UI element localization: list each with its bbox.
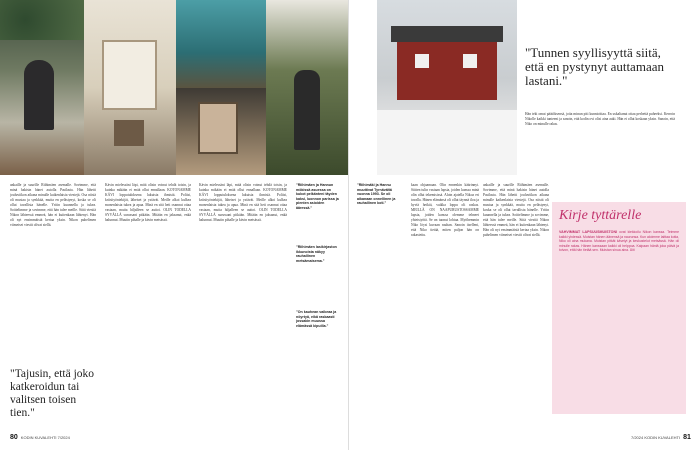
photo-portrait-frame — [176, 88, 266, 175]
right-page-number: 81 — [683, 434, 691, 441]
right-body-col-2: ankaille ja suurille Riihimäen asemalle. Sovimme, että minä hakisin hänet autolla Pasilasta. Hän lähetti jouluviikon aikana minulle kaikenlaisia viestejä. Osa niistä oli mustaa ja synkkää, mutta en pelästynyt, koska se oli ollut tavallista hänelle. Yritin kuunnella ja tukea. Soittelimme ja sovimme, että hän tulee meille. Siitä viestiä Nikon lähteessä emmeä, hän ei kuitenkaan lähtenyt. Hän oli nyt ensimmäistä kertaa yksin. Nikon puhelimen viimeiset viestit olivat siellä. — [483, 183, 549, 237]
left-body-col-1: ankaille ja suurille Riihimäen asemalle. Sovimme, että minä hakisin hänet autolla Pasilasta. Hän lähetti jouluviikon aikana minulle kaikenlaisia viestejä. Osa niistä oli mustaa ja synkkää, mutta en pelästynyt, koska se oli ollut tavallista hänelle. Yritin kuunnella ja tukea. Soittelimme ja sovimme, että hän tulee meille. Siitä viestiä Nikon lähteessä emmeä, hän ei kuitenkaan lähtenyt. Hän oli nyt ensimmäistä kertaa yksin. Nikon puhelimen viimeiset viestit olivat siellä. — [10, 183, 96, 227]
house-window — [463, 54, 477, 68]
man-silhouette — [294, 70, 320, 150]
house-wall — [397, 40, 497, 100]
framed-portrait — [102, 40, 157, 110]
pull-quote-left: "Tajusin, että joko katkeroidun tai valitsen toisen tien." — [10, 368, 95, 419]
left-page-number: 80 — [10, 434, 18, 441]
photo-forest-man — [266, 0, 348, 175]
pull-quote-right: "Tunnen syyllisyyttä siitä, että en pystynyt auttamaan lastani." — [525, 45, 664, 88]
right-folio — [631, 434, 691, 441]
snow-yard — [377, 110, 517, 175]
right-folio-label: 7/2024 KODIN KUVALEHTI — [631, 435, 681, 440]
left-body-col-3: Kävin mielessäni läpi, mitä olisin voinut tehdä toisin, ja kuinka mikään ei enää ollut ennallaan. KOTONAMME KÄVI lopputuloksena lukuisia ihmisiä. Poliisi, kriisityöntekijät, läheiset ja ystävät. Meille alkoi kulkea monenlaista tukea ja apua. Minä en sitä heti osannut ottaa vastaan, mutta hiljalleen se auttoi. OLIN TODELLA SYVÄLLÄ surussani pitkään. Mitään en jaksanut, enkä halunnut. Muutin pihalle ja kävin metsässä. — [199, 183, 287, 222]
plant-foliage — [0, 0, 84, 40]
caption-4: "Riihimäki ja Hannu muuttivat Tyrnävältä vuonna 1993. Se oli aikanaan onnellinen ja rauhallinen koti." — [357, 183, 396, 206]
portrait-photo — [198, 102, 238, 154]
left-body-col-2: Kävin mielessäni läpi, mitä olisin voinut tehdä toisin, ja kuinka mikään ei enää ollut ennallaan. KOTONAMME KÄVI lopputuloksena lukuisia ihmisiä. Poliisi, kriisityöntekijät, läheiset ja ystävät. Meille alkoi kulkea monenlaista tukea ja apua. Minä en sitä heti osannut ottaa vastaan, mutta hiljalleen se auttoi. OLIN TODELLA SYVÄLLÄ surussani pitkään. Mitään en jaksanut, enkä halunnut. Muutin pihalle ja kävin metsässä. — [105, 183, 191, 222]
letter-sidebar — [552, 202, 686, 414]
person-silhouette — [24, 60, 54, 130]
photo-window-plants — [176, 0, 266, 88]
sidebar-title: Kirje tyttärelle — [559, 208, 642, 223]
photo-red-house — [377, 0, 517, 175]
right-body-col-1: kaan ohjaamaan. Olin ennenkin käärinnyt. Siitten tulin vastaan lapsia, joiden kanssa minä olin ollut tekemisissä. Aloin ajatella Nikoa eri tavalla. Hänen elämänsä oli ollut täynnä iloa ja hyviä hetkiä, vaikka loppu oli raskas. MEILLÄ ON NAAPURUSTOSSAMME lapsia, joiden kanssa olemme tehneet yhteistyötä. Se on tuonut lohtua. Myöhemmin Niko löysi kuvaan rauhan. Sanoin itselleni, että Niko tietää, miten paljon hän on rakastettu. — [411, 183, 479, 237]
house-roof — [391, 26, 503, 42]
sidebar-text: ovat kiekkoilu Nikon kanssa. Teimme kaikki yhdessä. Muistan hänen äänensä ja naurunsa. Kun aloimme laittaa kotia, Niko oli aina mukana. Muistan pitkät kävelyt ja keskustelut metsässä. Hän oli minulle rakas. Hänen kanssaan kaikki oli helppoa. Kaipaan häntä joka päivä ja toivon, että hän tietää sen. Muistan sinua aina. Äiti — [559, 230, 679, 253]
photo-memorial-shelf — [84, 0, 176, 175]
house-window — [415, 54, 429, 68]
left-folio — [10, 434, 70, 441]
caption-3: "On kauhean vaikeaa ja nöyrtyä, eikä raskaasti jossakin muussa elämässä kipuilla." — [296, 310, 337, 328]
left-folio-label: KODIN KUVALEHTI 7/2024 — [20, 435, 70, 440]
photo-living-room — [0, 0, 84, 175]
shelf-objects — [114, 120, 144, 146]
caption-2: "Riihimäen lasikirjaston ikkunoista näkyy rauhallinen metsämaisema." — [296, 245, 337, 263]
sidebar-body — [559, 230, 679, 253]
sidebar-heading: VAHVIMMAT LAPSUUSMUISTONI — [559, 230, 618, 234]
caption-1: "Riihimäen ja Hannun mökissä asuessa on kukot pelkänteni täyden kaksi, luonnon parissa ja pienten asioiden ääressä." — [296, 183, 339, 210]
right-intro-text: Hän teki omat päätöksensä, joita minun piti kunnioittaa. En uskaltanut ottaa perhettä puheeksi. Kerroin Nikolle kaikki tunteeni ja sanoin, että kodin ovi olisi aina auki. Hän ei ollut koskaan yksin. Sanoin, että Niko on minulle rakas. — [525, 112, 675, 126]
